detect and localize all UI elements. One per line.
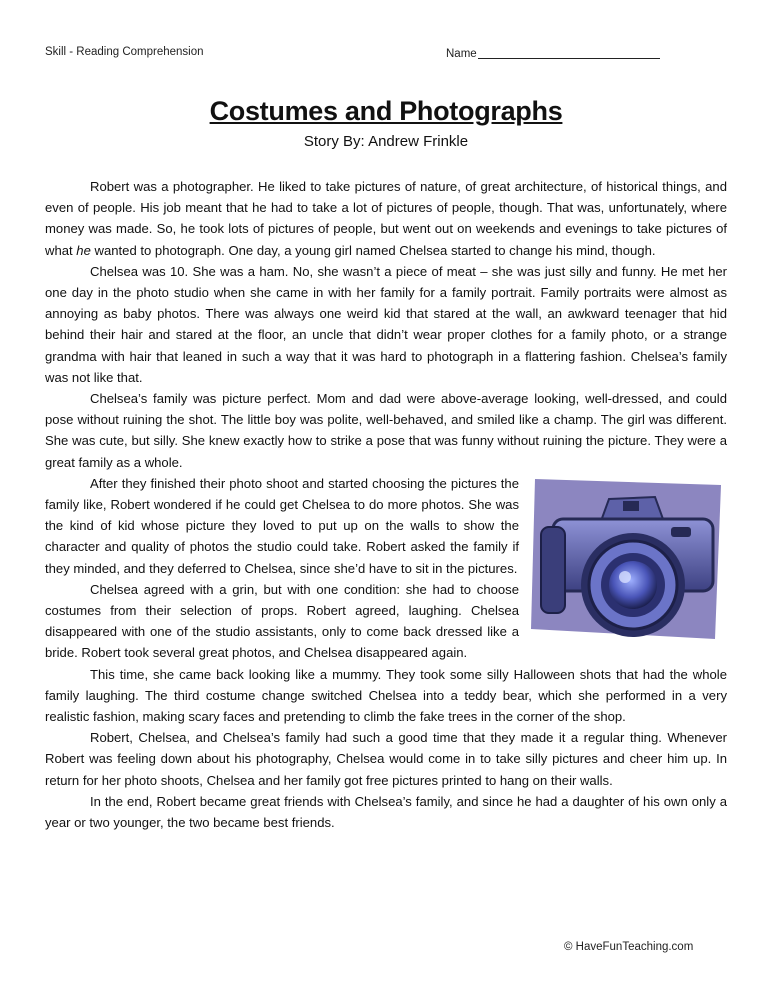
paragraph-4: After they finished their photo shoot and started choosing the pictures the family like, Robert wondered if he could get Chelsea to do more photos. She was the kind of kid whose picture they loved to put up on the walls to show the character and quality of photos the studio could take. Robert asked the family if they minded, and they deferred to Chelsea, since she’d have to sit in the pictures. — [45, 475, 519, 576]
paragraph-8: In the end, Robert became great friends with Chelsea’s family, and since he had a daughter of his own only a year or two younger, the two became best friends. — [45, 793, 727, 831]
emphasis-he: he — [76, 242, 91, 258]
name-label: Name — [446, 48, 477, 60]
paragraph-6: This time, she came back looking like a mummy. They took some silly Halloween shots that had the whole family laughing. The third costume change switched Chelsea into a teddy bear, which she performed in a very realistic fashion, making scary faces and pretending to climb the fake trees in the corner of the shop. — [45, 666, 727, 725]
story-byline: Story By: Andrew Frinkle — [303, 133, 469, 150]
paragraph-2: Chelsea was 10. She was a ham. No, she wasn’t a piece of meat – she was just silly and funny. He met her one day in the photo studio when she came in with her family for a family portrait. Family portraits were almost as annoying as baby photos. There was always one weird kid that stared at the wall, an awkward teenager that hid behind their hair and stared at the floor, an uncle that didn’t wear proper clothes for a family photo, or a strange grandma with hair that leaned in such a way that it was hard to photograph in a flattering fashion. Chelsea’s family was not like that. — [45, 263, 727, 385]
name-field — [446, 46, 660, 60]
copyright-footer: © HaveFunTeaching.com — [564, 941, 694, 953]
camera-illustration — [531, 477, 727, 647]
story-title: Costumes and Photographs — [209, 96, 563, 126]
camera-icon — [531, 477, 727, 647]
paragraph-1: Robert was a photographer. He liked to take pictures of nature, of great architecture, of historical things, and even of people. His job meant that he had to take a lot of pictures of people, though. That was, unfortunately, where money was made. So, he took lots of pictures of people, but went out on weekends and evenings to take pictures of what he wanted to photograph. One day, a young girl named Chelsea started to change his mind, though. — [45, 179, 727, 258]
paragraph-3: Chelsea’s family was picture perfect. Mom and dad were above-average looking, well-dressed, and could pose without ruining the shot. The little boy was polite, well-behaved, and smiled like a champ. The girl was different. She was cute, but silly. She knew exactly how to strike a pose that was funny without ruining the picture. They were a great family as a whole. — [45, 391, 727, 470]
story-body — [45, 176, 727, 833]
paragraph-5: Chelsea agreed with a grin, but with one condition: she had to choose costumes from their selection of props. Robert agreed, laughing. Chelsea disappeared with one of the studio assistants, only to come back dressed like a bride. Robert took several great photos, and Chelsea disappeared again. — [45, 581, 519, 661]
paragraph-7: Robert, Chelsea, and Chelsea’s family had such a good time that they made it a regular thing. Whenever Robert was feeling down about his photography, Chelsea would come in to take silly pictures and cheer him up. In return for her photo shoots, Chelsea and her family got free pictures printed to hang on their walls. — [45, 730, 727, 788]
skill-label: Skill - Reading Comprehension — [45, 46, 204, 58]
name-blank-line — [478, 46, 660, 59]
